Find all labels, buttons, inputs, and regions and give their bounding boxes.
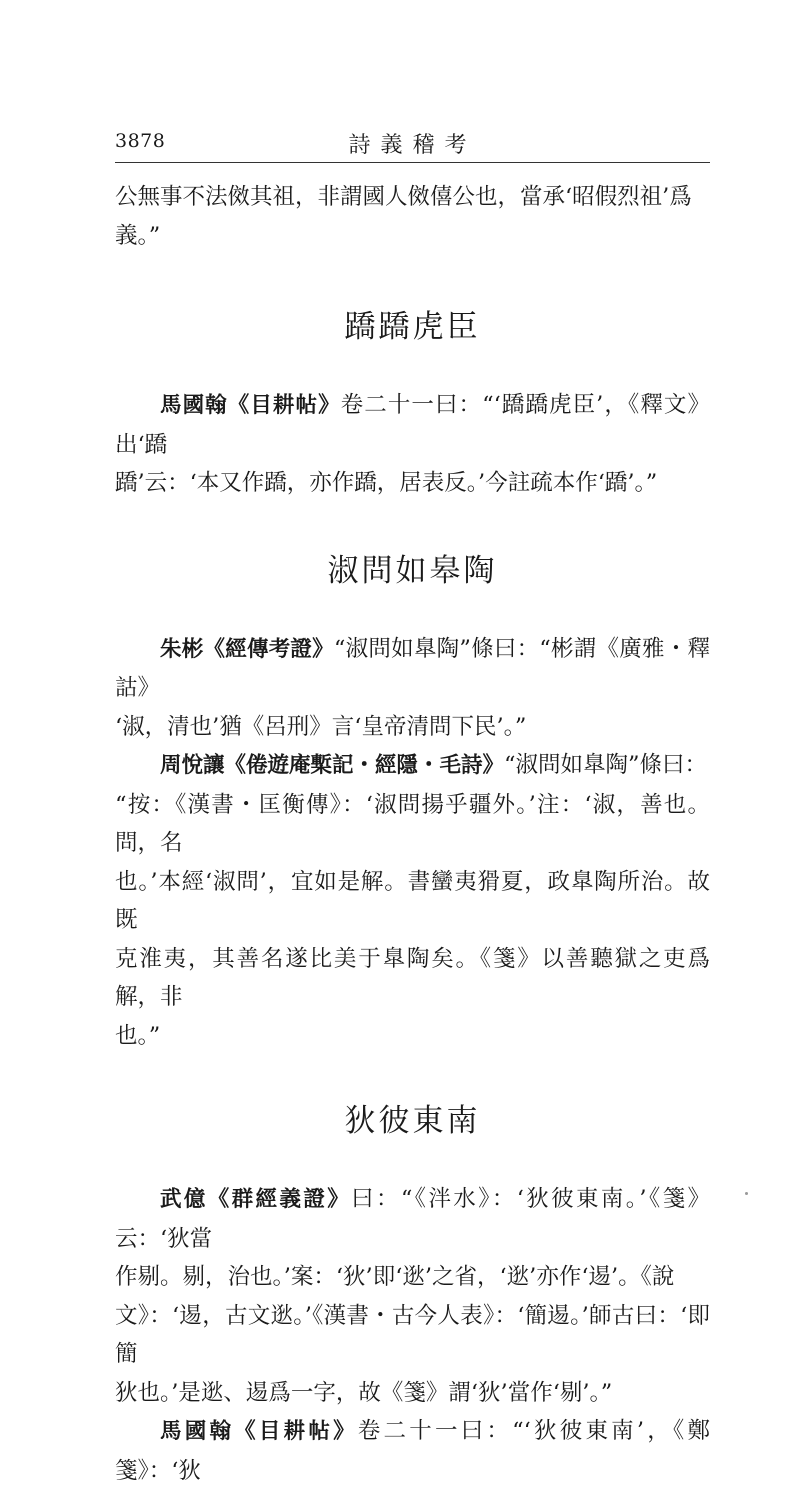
entry-author: 馬國翰	[160, 1419, 235, 1444]
entry-book: 《倦遊庵槧記・經隱・毛詩》	[224, 753, 505, 778]
entry-author: 武億	[160, 1187, 208, 1212]
intro-line: 義。”	[115, 222, 161, 249]
entry-text: “淑問如臯陶”條曰：“彬謂《廣雅・釋詁》	[115, 635, 710, 701]
entry-line: 作剔。剔，治也。’案：‘狄’即‘逖’之省，‘逖’亦作‘逷’。《說	[115, 1264, 675, 1290]
entry-paragraph	[115, 630, 710, 708]
print-speck	[745, 1192, 748, 1195]
header-rule	[115, 162, 710, 163]
entry-book: 《經傳考證》	[203, 636, 334, 662]
section-title: 狄彼東南	[344, 1103, 481, 1139]
entry-line: 克淮夷，其善名遂比美于臯陶矣。《箋》以善聽獄之吏爲解，非	[115, 945, 710, 1010]
entry-line: 文》：‘逷，古文逖。’《漢書・古今人表》：‘簡逷。’師古曰：‘即簡	[115, 1302, 710, 1367]
entry-paragraph	[115, 746, 710, 786]
entry-line: 也。’本經‘淑問’，宜如是解。書蠻夷猾夏，政臯陶所治。故既	[115, 868, 710, 933]
entry-text: 卷二十一曰：“‘狄彼東南’，《鄭箋》：‘狄	[115, 1418, 710, 1484]
intro-line: 公無事不法傚其祖，非謂國人傚僖公也，當承‘昭假烈祖’爲	[115, 184, 692, 210]
entry-line: ‘淑，清也’猶《呂刑》言‘皇帝清問下民’。”	[115, 713, 527, 740]
entry-line: 也。”	[115, 1022, 161, 1049]
section-title: 淑問如皋陶	[327, 552, 498, 589]
entry-book: 《目耕帖》	[227, 393, 341, 418]
page-header	[115, 120, 710, 162]
entry-paragraph	[115, 1412, 710, 1490]
entry-text: “淑問如臯陶”條曰：	[504, 752, 708, 778]
entry-line: “按：《漢書・匡衡傳》：‘淑問揚乎疆外。’注：‘淑，善也。問，名	[115, 791, 710, 856]
entry-line: 狄也。’是逖、逷爲一字，故《箋》謂‘狄’當作‘剔’。”	[115, 1379, 613, 1406]
page-number: 3878	[115, 130, 166, 152]
entry-paragraph	[115, 1180, 710, 1258]
entry-book: 《目耕帖》	[234, 1419, 358, 1444]
entry-text: 曰：“《泮水》：‘狄彼東南。’《箋》云：‘狄當	[115, 1186, 710, 1252]
section-title: 蹻蹻虎臣	[344, 309, 481, 345]
entry-text: 卷二十一曰：“‘蹻蹻虎臣’，《釋文》出‘蹻	[115, 392, 710, 458]
entry-author: 朱彬	[160, 636, 204, 662]
entry-paragraph	[115, 386, 710, 464]
entry-author: 周悅讓	[160, 753, 225, 778]
running-title: 詩義稽考	[348, 133, 477, 158]
entry-line: 蹻’云：‘本又作蹻，亦作蹻，居表反。’今註疏本作‘蹻’。”	[115, 470, 658, 496]
entry-book: 《群經義證》	[207, 1187, 352, 1212]
entry-author: 馬國翰	[160, 393, 228, 418]
page-body	[115, 178, 710, 1490]
